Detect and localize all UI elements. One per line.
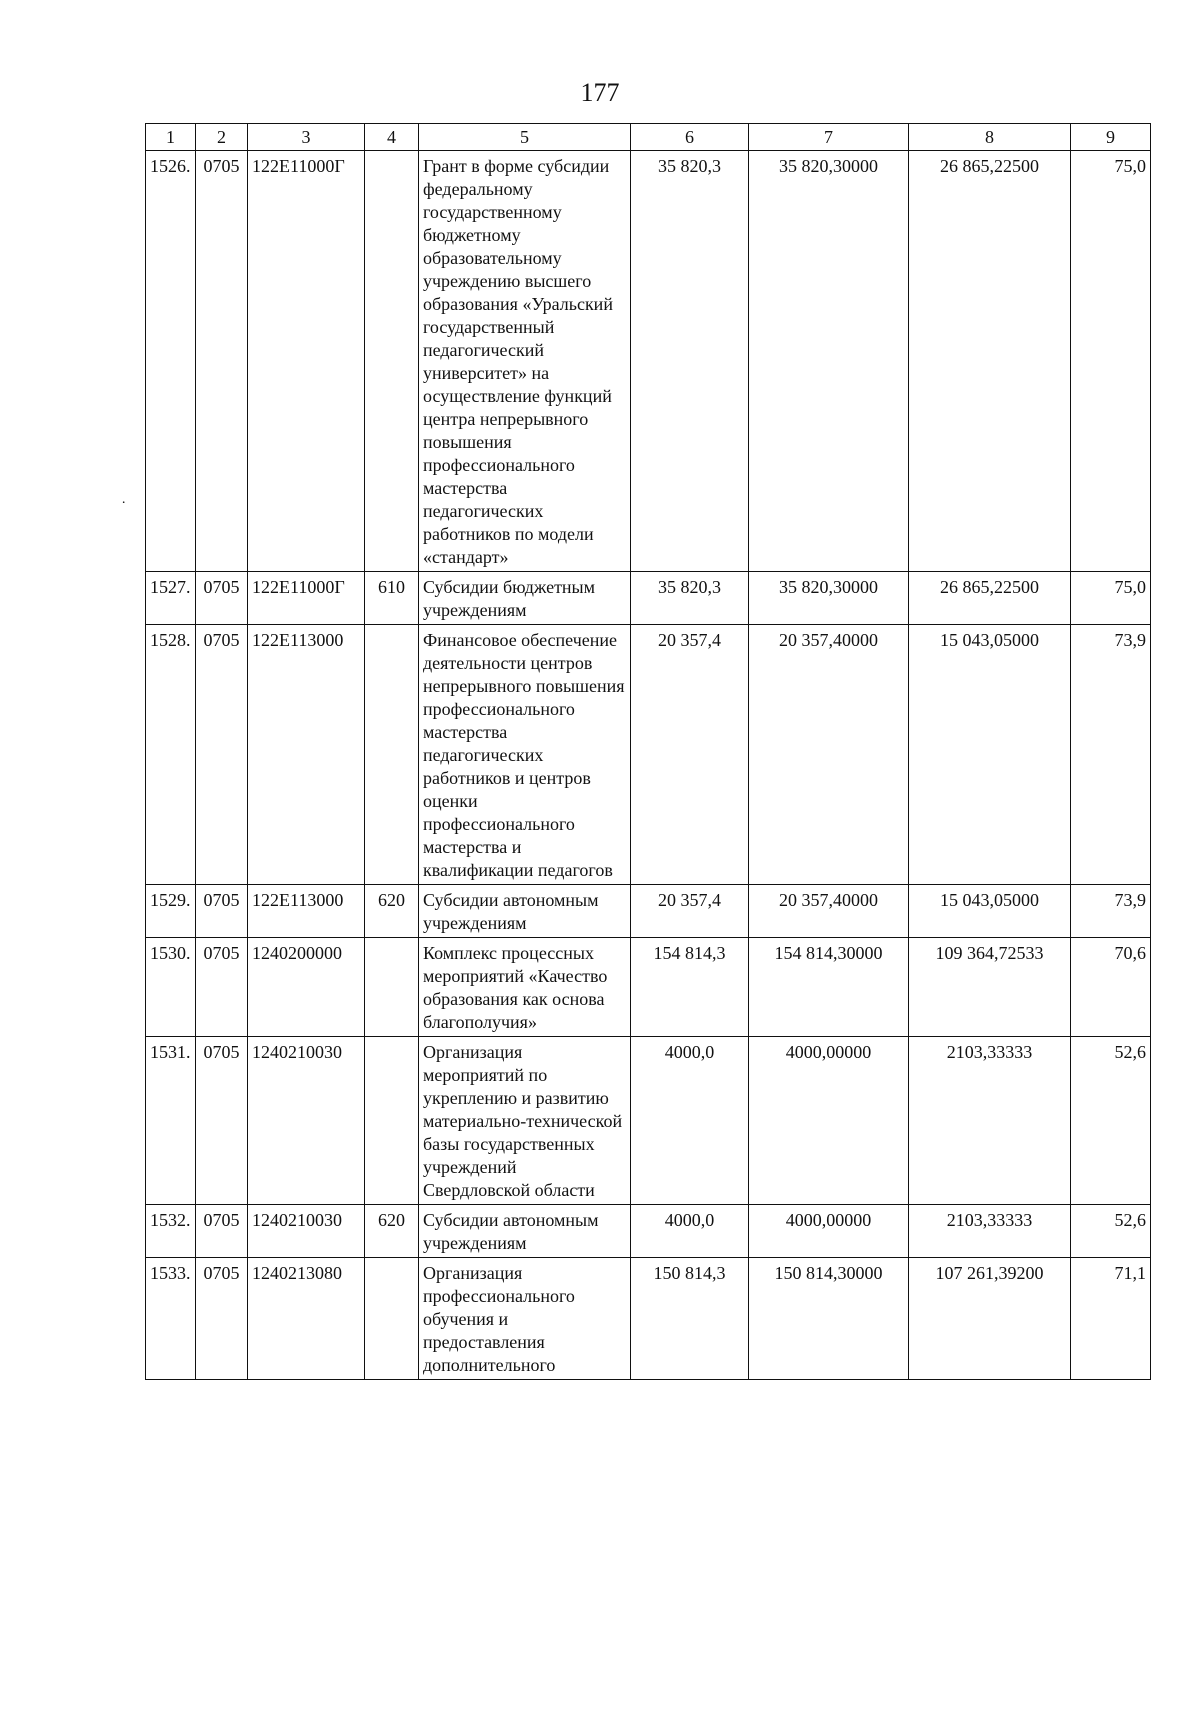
approved-amount: 4000,0 <box>631 1037 749 1205</box>
section-code: 0705 <box>196 938 248 1037</box>
execution-percent: 73,9 <box>1071 885 1151 938</box>
execution-percent: 75,0 <box>1071 572 1151 625</box>
target-code: 122E113000 <box>248 885 365 938</box>
executed-amount: 15 043,05000 <box>909 885 1071 938</box>
expense-type <box>365 151 419 572</box>
table-row <box>146 625 1151 885</box>
column-header: 7 <box>749 124 909 151</box>
stray-mark: ˙ <box>121 499 127 516</box>
item-name: Комплекс процессных мероприятий «Качество образования как основа благополучия» <box>419 938 631 1037</box>
table-row <box>146 572 1151 625</box>
expense-type: 620 <box>365 885 419 938</box>
planned-amount: 35 820,30000 <box>749 151 909 572</box>
section-code: 0705 <box>196 1205 248 1258</box>
target-code: 1240200000 <box>248 938 365 1037</box>
execution-percent: 70,6 <box>1071 938 1151 1037</box>
item-name: Субсидии бюджетным учреждениям <box>419 572 631 625</box>
executed-amount: 2103,33333 <box>909 1037 1071 1205</box>
table-row <box>146 1205 1151 1258</box>
table-row <box>146 151 1151 572</box>
executed-amount: 15 043,05000 <box>909 625 1071 885</box>
section-code: 0705 <box>196 1258 248 1380</box>
expense-type: 620 <box>365 1205 419 1258</box>
column-header: 5 <box>419 124 631 151</box>
executed-amount: 26 865,22500 <box>909 572 1071 625</box>
target-code: 122E11000Г <box>248 151 365 572</box>
planned-amount: 35 820,30000 <box>749 572 909 625</box>
approved-amount: 35 820,3 <box>631 572 749 625</box>
row-number: 1533. <box>146 1258 196 1380</box>
executed-amount: 26 865,22500 <box>909 151 1071 572</box>
item-name: Грант в форме субсидии федеральному государственному бюджетному образовательному учреждению высшего образования «Уральский государственный педагогический университет» на осуществление функций центра непрерывного повышения профессионального мастерства педагогических работников по модели «стандарт» <box>419 151 631 572</box>
target-code: 1240210030 <box>248 1037 365 1205</box>
column-header: 4 <box>365 124 419 151</box>
target-code: 1240210030 <box>248 1205 365 1258</box>
item-name: Субсидии автономным учреждениям <box>419 1205 631 1258</box>
column-header: 1 <box>146 124 196 151</box>
execution-percent: 52,6 <box>1071 1205 1151 1258</box>
column-header: 3 <box>248 124 365 151</box>
target-code: 122E11000Г <box>248 572 365 625</box>
table-row <box>146 938 1151 1037</box>
budget-table <box>145 123 1151 1380</box>
section-code: 0705 <box>196 572 248 625</box>
row-number: 1529. <box>146 885 196 938</box>
approved-amount: 154 814,3 <box>631 938 749 1037</box>
approved-amount: 20 357,4 <box>631 885 749 938</box>
execution-percent: 73,9 <box>1071 625 1151 885</box>
planned-amount: 20 357,40000 <box>749 885 909 938</box>
approved-amount: 150 814,3 <box>631 1258 749 1380</box>
approved-amount: 35 820,3 <box>631 151 749 572</box>
section-code: 0705 <box>196 885 248 938</box>
executed-amount: 109 364,72533 <box>909 938 1071 1037</box>
execution-percent: 75,0 <box>1071 151 1151 572</box>
row-number: 1532. <box>146 1205 196 1258</box>
column-header: 9 <box>1071 124 1151 151</box>
execution-percent: 52,6 <box>1071 1037 1151 1205</box>
planned-amount: 150 814,30000 <box>749 1258 909 1380</box>
target-code: 1240213080 <box>248 1258 365 1380</box>
item-name: Организация мероприятий по укреплению и развитию материально-технической базы государственных учреждений Свердловской области <box>419 1037 631 1205</box>
target-code: 122E113000 <box>248 625 365 885</box>
planned-amount: 4000,00000 <box>749 1037 909 1205</box>
section-code: 0705 <box>196 151 248 572</box>
approved-amount: 20 357,4 <box>631 625 749 885</box>
item-name: Финансовое обеспечение деятельности центров непрерывного повышения профессионального мастерства педагогических работников и центров оценки профессионального мастерства и квалификации педагогов <box>419 625 631 885</box>
section-code: 0705 <box>196 625 248 885</box>
page-number: 177 <box>580 78 620 107</box>
planned-amount: 4000,00000 <box>749 1205 909 1258</box>
section-code: 0705 <box>196 1037 248 1205</box>
execution-percent: 71,1 <box>1071 1258 1151 1380</box>
column-header: 6 <box>631 124 749 151</box>
table-row <box>146 1037 1151 1205</box>
column-header: 2 <box>196 124 248 151</box>
approved-amount: 4000,0 <box>631 1205 749 1258</box>
item-name: Организация профессионального обучения и предоставления дополнительного <box>419 1258 631 1380</box>
table-row <box>146 1258 1151 1380</box>
expense-type: 610 <box>365 572 419 625</box>
expense-type <box>365 625 419 885</box>
executed-amount: 2103,33333 <box>909 1205 1071 1258</box>
executed-amount: 107 261,39200 <box>909 1258 1071 1380</box>
column-header: 8 <box>909 124 1071 151</box>
row-number: 1527. <box>146 572 196 625</box>
item-name: Субсидии автономным учреждениям <box>419 885 631 938</box>
header-row <box>146 124 1151 151</box>
expense-type <box>365 1037 419 1205</box>
row-number: 1531. <box>146 1037 196 1205</box>
expense-type <box>365 938 419 1037</box>
row-number: 1526. <box>146 151 196 572</box>
planned-amount: 20 357,40000 <box>749 625 909 885</box>
row-number: 1530. <box>146 938 196 1037</box>
table-row <box>146 885 1151 938</box>
planned-amount: 154 814,30000 <box>749 938 909 1037</box>
row-number: 1528. <box>146 625 196 885</box>
expense-type <box>365 1258 419 1380</box>
